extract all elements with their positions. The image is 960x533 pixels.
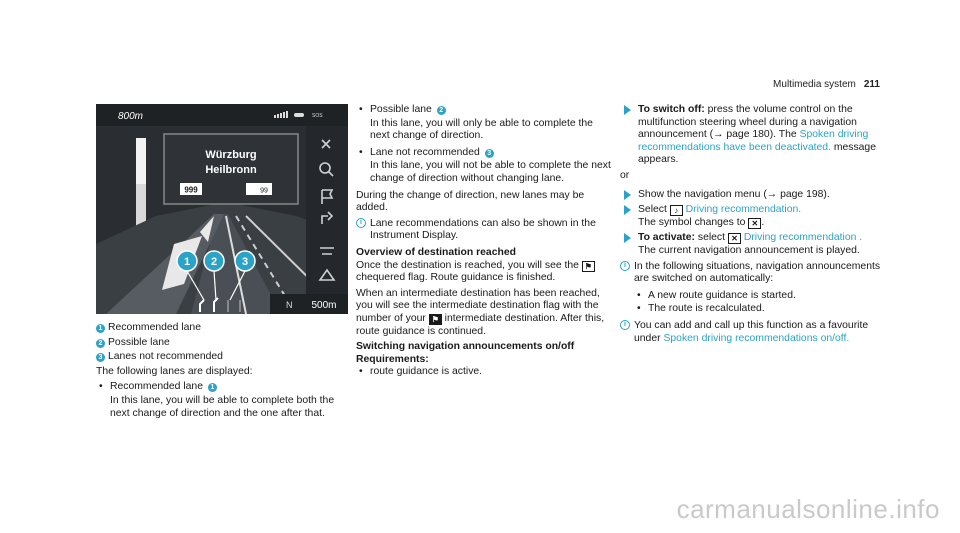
legend-text: Lanes not recommended — [108, 351, 223, 363]
bullet-label: Recommended lane — [110, 381, 203, 393]
callout-3: 3 — [241, 256, 249, 268]
requirement-item: • route guidance is active. — [356, 366, 614, 379]
bullet-lane-not-recommended — [356, 147, 614, 160]
speaker-on-icon: ♪ — [670, 205, 683, 216]
step-text: The symbol changes to — [638, 216, 746, 228]
step-arrow-icon — [624, 105, 631, 115]
step-arrow-icon — [624, 205, 631, 215]
callout-1: 1 — [183, 256, 191, 268]
info-icon: i — [620, 320, 630, 330]
section-title: Multimedia system — [773, 79, 856, 90]
info-note — [620, 261, 888, 286]
legend-text: Possible lane — [108, 336, 170, 348]
step-switch-off — [620, 104, 888, 167]
step-text: Select — [638, 204, 667, 216]
speaker-off-icon: ✕ — [728, 233, 741, 244]
legend-number: 2 — [96, 339, 105, 348]
info-text: Lane recommendations can also be shown in the Instrument Display. — [370, 217, 596, 242]
auto-on-item: • A new route guidance is started. — [634, 290, 888, 303]
text-part: chequered flag. Route guidance is finished. — [356, 272, 556, 284]
new-lanes-text: During the change of direction, new lanes may be added. — [356, 189, 585, 214]
distance-top-label: 800m — [118, 111, 144, 122]
driving-recommendation-link[interactable]: Driving recommendation. — [685, 204, 802, 216]
bullet-label: Lane not recommended — [370, 146, 480, 158]
distance-bottom-label: 500m — [311, 300, 337, 311]
favourite-link[interactable]: Spoken driving recommendations on/off. — [663, 332, 850, 344]
watermark: carmanualsonline.info — [676, 494, 940, 524]
column-2 — [356, 104, 614, 380]
driving-recommendation-link[interactable]: Driving recommendation . — [743, 232, 863, 244]
step-text: message appears. — [638, 141, 876, 166]
callout-2: 2 — [210, 256, 218, 268]
step-text: The current navigation announcement is played. — [638, 244, 860, 256]
svg-text:SOS: SOS — [312, 113, 323, 119]
bullet-label: Possible lane — [370, 104, 432, 115]
legend-number: 3 — [96, 353, 105, 362]
message-link[interactable]: Spoken driving recommendations have been deactivated. — [638, 129, 869, 153]
inline-number: 1 — [208, 383, 217, 392]
intermediate-flag-icon: ⚑ — [429, 314, 442, 325]
step-show-menu — [620, 189, 888, 202]
chequered-flag-icon: ⚑ — [582, 261, 595, 272]
column-3 — [620, 104, 888, 349]
lanes-intro: The following lanes are displayed: — [96, 365, 253, 377]
heading-requirements: Requirements: — [356, 353, 429, 365]
legend-text: Recommended lane — [108, 322, 201, 333]
step-select-recommendation: Select ♪ Driving recommendation. The symbol changes to ✕ . — [620, 204, 888, 229]
intermediate-destination-text — [356, 288, 614, 338]
route-sign-a: 999 — [184, 185, 198, 195]
inline-number: 2 — [437, 106, 446, 115]
step-label: To activate: — [638, 232, 695, 244]
step-text: select — [697, 232, 726, 244]
destination-line-2: Heilbronn — [205, 164, 257, 176]
or-separator: or — [620, 169, 630, 181]
heading-switching-announcements: Switching navigation announcements on/off — [356, 341, 575, 353]
destination-reached-text — [356, 260, 614, 285]
legend-number: 1 — [96, 324, 105, 333]
info-text: You can add and call up this function as a favourite under — [634, 319, 869, 344]
info-text: In the following situations, navigation announcements are switched on automatically: — [634, 260, 881, 285]
info-icon: i — [620, 261, 630, 271]
bullet-possible-lane — [356, 104, 614, 117]
step-label: To switch off: — [638, 104, 705, 115]
step-text: press the volume control on the multifunction steering wheel during a navigation announcement (→ page 180). — [638, 104, 857, 141]
step-text: The — [778, 129, 797, 141]
legend-item — [96, 351, 348, 364]
column-1 — [96, 104, 348, 424]
page-header — [773, 79, 880, 90]
route-sign-b: 99 — [260, 187, 268, 195]
lane-guidance-illustration — [96, 104, 348, 314]
page-number: 211 — [863, 79, 880, 90]
text-part: Once the destination is reached, you will see the — [356, 259, 579, 271]
recommended-lane-text: In this lane, you will be able to complete both the next change of direction and the one after that. — [110, 394, 335, 419]
step-text: Show the navigation menu (→ page 198). — [638, 188, 830, 200]
possible-lane-text: In this lane, you will only be able to complete the next change of direction. — [370, 117, 593, 142]
info-icon: i — [356, 218, 366, 228]
destination-line-1: Würzburg — [205, 149, 257, 161]
text-part: intermediate destination. After this, route guidance is continued. — [356, 312, 605, 337]
text-part: When an intermediate destination has been reached, you will see the intermediate destination flag with the number of your — [356, 287, 600, 324]
legend-item — [96, 322, 348, 335]
speaker-off-icon: ✕ — [748, 218, 761, 229]
lane-not-recommended-text: In this lane, you will not be able to complete the next change of direction without changing lane. — [370, 160, 611, 184]
info-note — [356, 218, 614, 243]
inline-number: 3 — [485, 149, 494, 158]
bullet-recommended-lane — [96, 381, 348, 394]
step-activate — [620, 232, 888, 257]
navigation-display-figure — [96, 104, 348, 314]
step-arrow-icon — [624, 233, 631, 243]
step-arrow-icon — [624, 190, 631, 200]
auto-on-item: • The route is recalculated. — [634, 303, 888, 316]
info-note — [620, 320, 888, 345]
figure-legend — [96, 322, 348, 364]
heading-destination-reached: Overview of destination reached — [356, 246, 516, 258]
compass-label: N — [286, 300, 293, 310]
legend-item — [96, 337, 348, 350]
